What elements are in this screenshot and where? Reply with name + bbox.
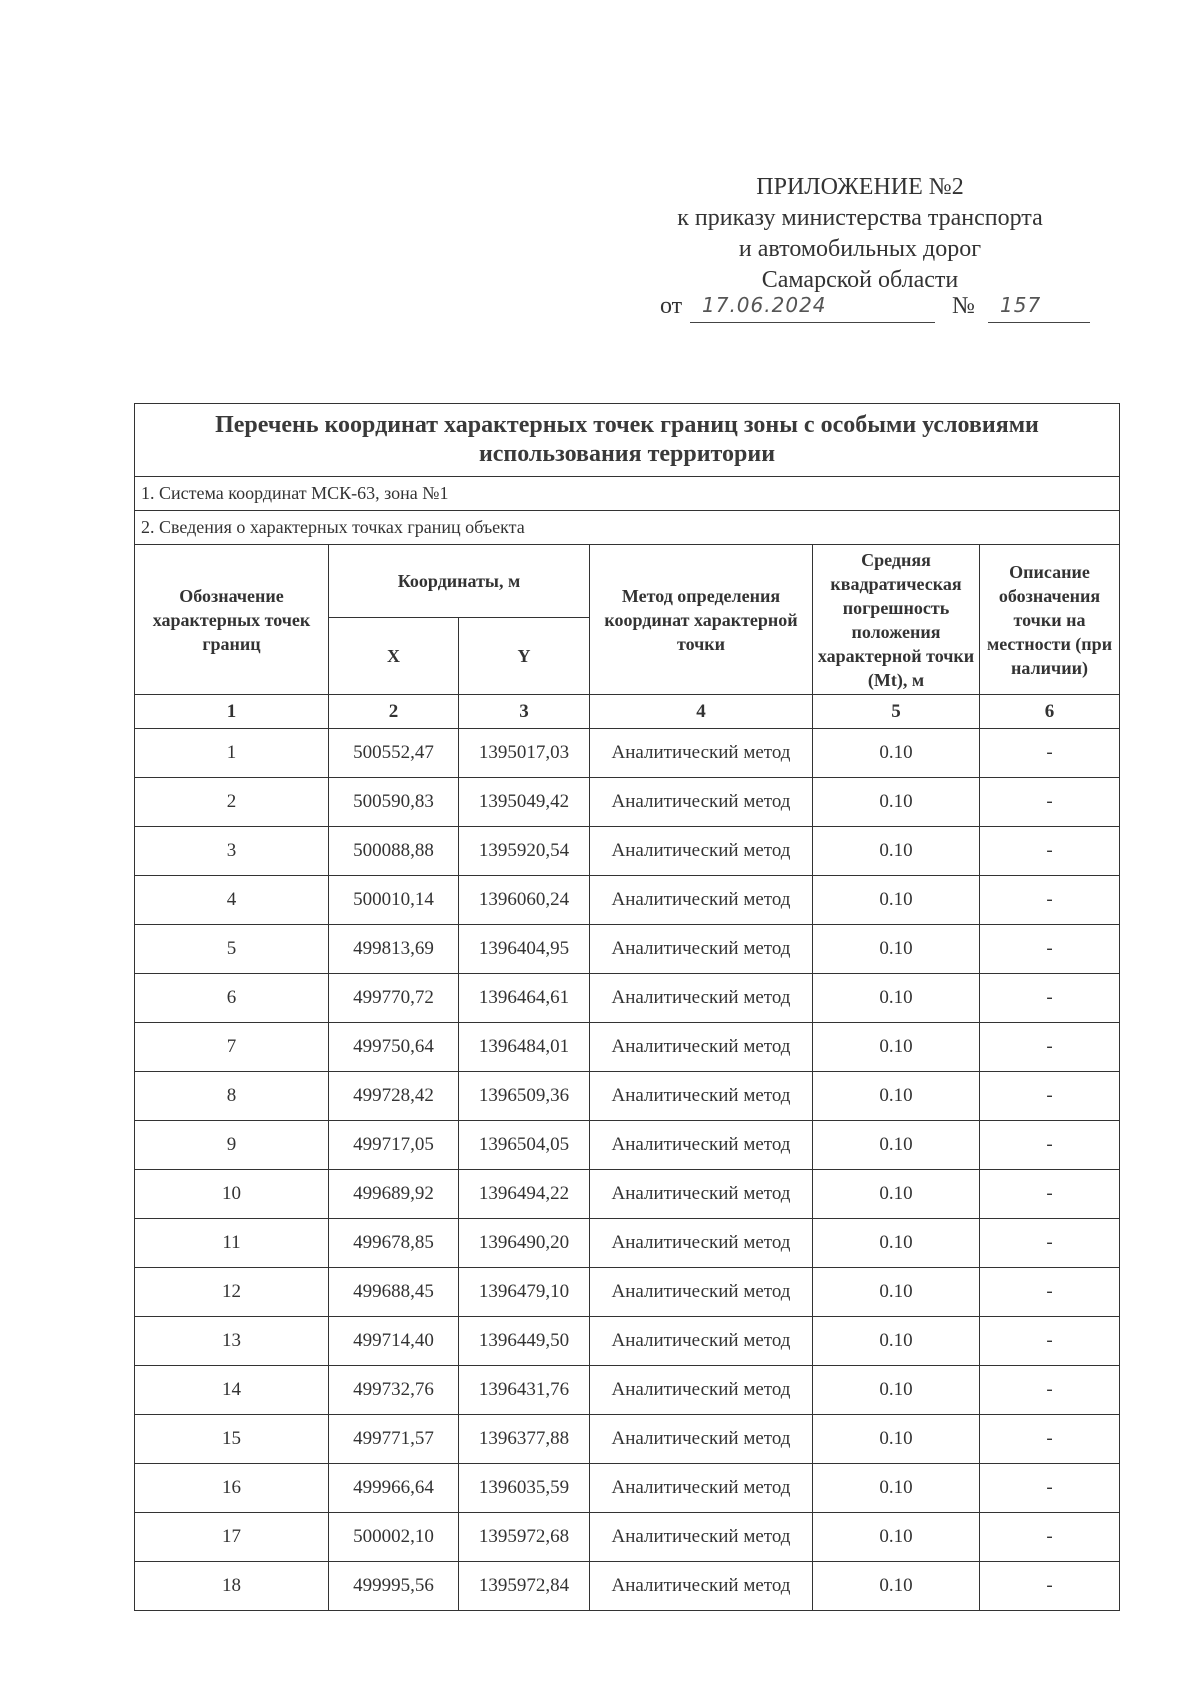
order-date: 17.06.2024 xyxy=(690,293,935,323)
table-row xyxy=(135,1023,1120,1072)
point-description-cell: - xyxy=(980,1170,1120,1219)
coord-x-cell: 500590,83 xyxy=(329,778,459,827)
point-number-cell: 7 xyxy=(135,1023,329,1072)
point-number-cell: 12 xyxy=(135,1268,329,1317)
coordinates-table xyxy=(134,403,1120,1611)
mean-error-cell: 0.10 xyxy=(813,925,980,974)
table-row xyxy=(135,1415,1120,1464)
mean-error-cell: 0.10 xyxy=(813,778,980,827)
col-header-error: Средняя квадратическая погрешность положения характерной точки (Mt), м xyxy=(813,545,980,695)
coord-y-cell: 1396377,88 xyxy=(459,1415,590,1464)
point-description-cell: - xyxy=(980,1317,1120,1366)
coord-y-cell: 1395017,03 xyxy=(459,729,590,778)
column-number: 2 xyxy=(329,695,459,729)
point-description-cell: - xyxy=(980,1268,1120,1317)
mean-error-cell: 0.10 xyxy=(813,974,980,1023)
point-description-cell: - xyxy=(980,1562,1120,1611)
coord-y-cell: 1396479,10 xyxy=(459,1268,590,1317)
coord-y-cell: 1396464,61 xyxy=(459,974,590,1023)
coordinate-system: 1. Система координат МСК-63, зона №1 xyxy=(135,477,1120,511)
method-cell: Аналитический метод xyxy=(590,778,813,827)
coord-x-cell: 499995,56 xyxy=(329,1562,459,1611)
method-cell: Аналитический метод xyxy=(590,876,813,925)
mean-error-cell: 0.10 xyxy=(813,827,980,876)
mean-error-cell: 0.10 xyxy=(813,1268,980,1317)
method-cell: Аналитический метод xyxy=(590,1023,813,1072)
point-description-cell: - xyxy=(980,1464,1120,1513)
number-prefix: № xyxy=(952,293,975,319)
method-cell: Аналитический метод xyxy=(590,827,813,876)
col-header-coordinates: Координаты, м xyxy=(329,545,590,618)
method-cell: Аналитический метод xyxy=(590,1170,813,1219)
column-number: 1 xyxy=(135,695,329,729)
table-title: Перечень координат характерных точек границ зоны с особыми условиями использования территории xyxy=(135,404,1120,477)
coord-y-cell: 1395972,68 xyxy=(459,1513,590,1562)
point-number-cell: 8 xyxy=(135,1072,329,1121)
table-row xyxy=(135,925,1120,974)
coord-x-cell: 499714,40 xyxy=(329,1317,459,1366)
mean-error-cell: 0.10 xyxy=(813,1415,980,1464)
coord-y-cell: 1395972,84 xyxy=(459,1562,590,1611)
method-cell: Аналитический метод xyxy=(590,974,813,1023)
col-header-description: Описание обозначения точки на местности (при наличии) xyxy=(980,545,1120,695)
coord-x-cell: 500552,47 xyxy=(329,729,459,778)
point-description-cell: - xyxy=(980,876,1120,925)
mean-error-cell: 0.10 xyxy=(813,1072,980,1121)
order-reference-line: к приказу министерства транспорта xyxy=(677,205,1043,231)
order-reference-line: Самарской области xyxy=(761,267,959,293)
table-row xyxy=(135,1366,1120,1415)
coord-y-cell: 1396431,76 xyxy=(459,1366,590,1415)
point-number-cell: 18 xyxy=(135,1562,329,1611)
point-description-cell: - xyxy=(980,974,1120,1023)
coord-x-cell: 499771,57 xyxy=(329,1415,459,1464)
mean-error-cell: 0.10 xyxy=(813,1562,980,1611)
coord-x-cell: 499770,72 xyxy=(329,974,459,1023)
table-row xyxy=(135,1513,1120,1562)
column-number: 3 xyxy=(459,695,590,729)
coord-y-cell: 1395920,54 xyxy=(459,827,590,876)
method-cell: Аналитический метод xyxy=(590,1072,813,1121)
point-number-cell: 1 xyxy=(135,729,329,778)
coord-y-cell: 1396484,01 xyxy=(459,1023,590,1072)
point-description-cell: - xyxy=(980,1219,1120,1268)
mean-error-cell: 0.10 xyxy=(813,729,980,778)
point-number-cell: 11 xyxy=(135,1219,329,1268)
table-row xyxy=(135,827,1120,876)
coord-y-cell: 1396060,24 xyxy=(459,876,590,925)
point-number-cell: 15 xyxy=(135,1415,329,1464)
coord-x-cell: 499717,05 xyxy=(329,1121,459,1170)
table-row xyxy=(135,778,1120,827)
mean-error-cell: 0.10 xyxy=(813,1317,980,1366)
mean-error-cell: 0.10 xyxy=(813,1464,980,1513)
point-description-cell: - xyxy=(980,778,1120,827)
point-number-cell: 13 xyxy=(135,1317,329,1366)
coord-x-cell: 499688,45 xyxy=(329,1268,459,1317)
point-number-cell: 9 xyxy=(135,1121,329,1170)
table-row xyxy=(135,1268,1120,1317)
method-cell: Аналитический метод xyxy=(590,1464,813,1513)
table-row xyxy=(135,1072,1120,1121)
coord-y-cell: 1396504,05 xyxy=(459,1121,590,1170)
point-number-cell: 10 xyxy=(135,1170,329,1219)
order-reference-line: и автомобильных дорог xyxy=(738,236,982,262)
method-cell: Аналитический метод xyxy=(590,1268,813,1317)
point-number-cell: 4 xyxy=(135,876,329,925)
method-cell: Аналитический метод xyxy=(590,1562,813,1611)
point-description-cell: - xyxy=(980,1513,1120,1562)
point-number-cell: 14 xyxy=(135,1366,329,1415)
col-header-x: X xyxy=(329,618,459,695)
coord-y-cell: 1396035,59 xyxy=(459,1464,590,1513)
column-number: 6 xyxy=(980,695,1120,729)
point-description-cell: - xyxy=(980,827,1120,876)
coord-y-cell: 1396509,36 xyxy=(459,1072,590,1121)
coord-x-cell: 499750,64 xyxy=(329,1023,459,1072)
point-description-cell: - xyxy=(980,1072,1120,1121)
point-description-cell: - xyxy=(980,1415,1120,1464)
method-cell: Аналитический метод xyxy=(590,1415,813,1464)
point-description-cell: - xyxy=(980,1121,1120,1170)
date-prefix: от xyxy=(660,293,683,319)
table-row xyxy=(135,729,1120,778)
method-cell: Аналитический метод xyxy=(590,729,813,778)
method-cell: Аналитический метод xyxy=(590,1219,813,1268)
table-row xyxy=(135,1317,1120,1366)
coord-y-cell: 1395049,42 xyxy=(459,778,590,827)
mean-error-cell: 0.10 xyxy=(813,1170,980,1219)
coord-y-cell: 1396490,20 xyxy=(459,1219,590,1268)
method-cell: Аналитический метод xyxy=(590,1121,813,1170)
point-number-cell: 5 xyxy=(135,925,329,974)
section-heading: 2. Сведения о характерных точках границ объекта xyxy=(135,511,1120,545)
column-number-row xyxy=(135,695,1120,729)
coord-x-cell: 499678,85 xyxy=(329,1219,459,1268)
table-row xyxy=(135,1464,1120,1513)
point-number-cell: 6 xyxy=(135,974,329,1023)
coord-y-cell: 1396494,22 xyxy=(459,1170,590,1219)
col-header-y: Y xyxy=(459,618,590,695)
mean-error-cell: 0.10 xyxy=(813,1366,980,1415)
method-cell: Аналитический метод xyxy=(590,1513,813,1562)
table-row xyxy=(135,876,1120,925)
point-description-cell: - xyxy=(980,729,1120,778)
point-number-cell: 16 xyxy=(135,1464,329,1513)
coord-x-cell: 499813,69 xyxy=(329,925,459,974)
order-number: 157 xyxy=(988,293,1090,323)
coord-x-cell: 499966,64 xyxy=(329,1464,459,1513)
mean-error-cell: 0.10 xyxy=(813,1513,980,1562)
table-body xyxy=(135,729,1120,1611)
coord-x-cell: 499728,42 xyxy=(329,1072,459,1121)
mean-error-cell: 0.10 xyxy=(813,876,980,925)
appendix-header xyxy=(620,172,1100,296)
coord-y-cell: 1396404,95 xyxy=(459,925,590,974)
table-row xyxy=(135,1121,1120,1170)
col-header-designation: Обозначение характерных точек границ xyxy=(135,545,329,695)
column-number: 4 xyxy=(590,695,813,729)
table-row xyxy=(135,974,1120,1023)
coord-x-cell: 500088,88 xyxy=(329,827,459,876)
table-row xyxy=(135,1219,1120,1268)
mean-error-cell: 0.10 xyxy=(813,1219,980,1268)
column-number: 5 xyxy=(813,695,980,729)
coord-x-cell: 499689,92 xyxy=(329,1170,459,1219)
coord-x-cell: 500002,10 xyxy=(329,1513,459,1562)
mean-error-cell: 0.10 xyxy=(813,1023,980,1072)
point-number-cell: 3 xyxy=(135,827,329,876)
point-number-cell: 17 xyxy=(135,1513,329,1562)
point-description-cell: - xyxy=(980,925,1120,974)
method-cell: Аналитический метод xyxy=(590,925,813,974)
coord-x-cell: 499732,76 xyxy=(329,1366,459,1415)
point-description-cell: - xyxy=(980,1023,1120,1072)
point-description-cell: - xyxy=(980,1366,1120,1415)
mean-error-cell: 0.10 xyxy=(813,1121,980,1170)
coord-x-cell: 500010,14 xyxy=(329,876,459,925)
method-cell: Аналитический метод xyxy=(590,1317,813,1366)
col-header-method: Метод определения координат характерной точки xyxy=(590,545,813,695)
coord-y-cell: 1396449,50 xyxy=(459,1317,590,1366)
table-row xyxy=(135,1562,1120,1611)
method-cell: Аналитический метод xyxy=(590,1366,813,1415)
table-row xyxy=(135,1170,1120,1219)
appendix-title: ПРИЛОЖЕНИЕ №2 xyxy=(756,174,964,200)
point-number-cell: 2 xyxy=(135,778,329,827)
